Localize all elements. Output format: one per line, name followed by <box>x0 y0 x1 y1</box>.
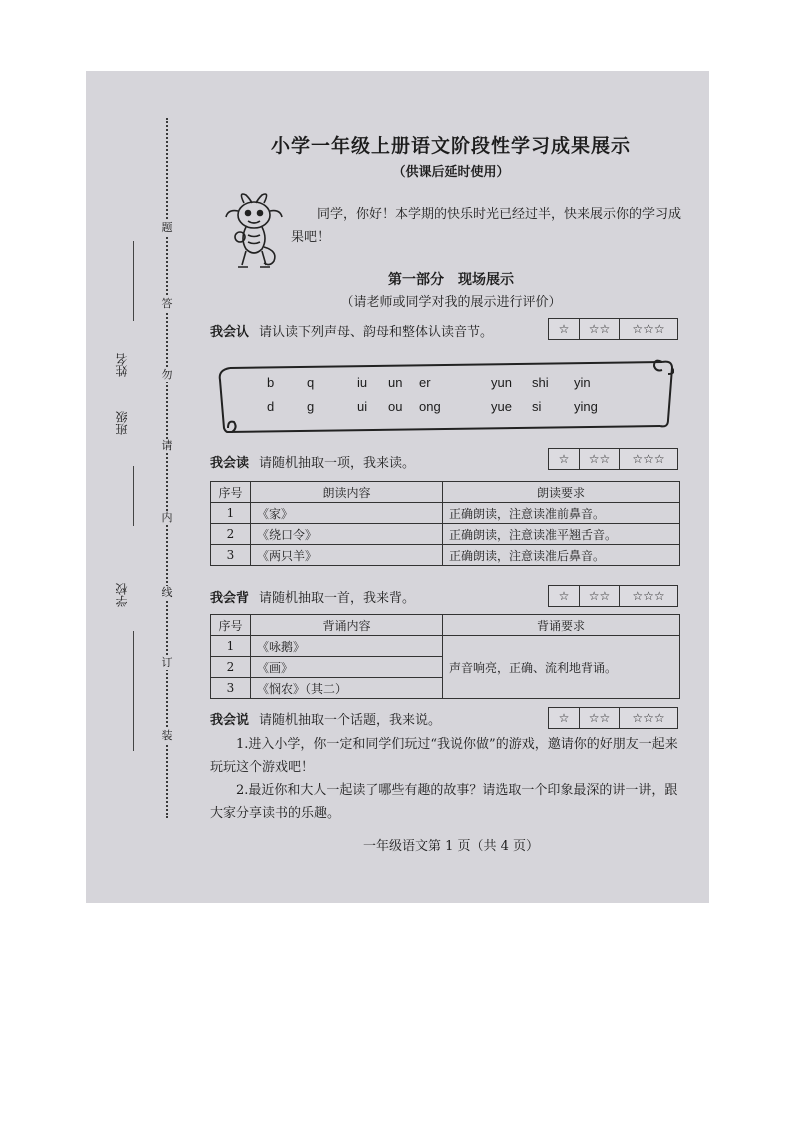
part-one-title: 第一部分 现场展示 <box>388 272 514 288</box>
scroll-frame-icon <box>216 356 674 433</box>
binding-char: 请 <box>161 439 173 452</box>
one-star-option[interactable]: ☆ <box>558 322 570 336</box>
three-star-option[interactable]: ☆☆☆ <box>619 708 677 728</box>
two-star-option[interactable]: ☆☆ <box>579 319 619 339</box>
section-instruction: 请随机抽取一首，我来背。 <box>259 591 416 606</box>
three-star-option[interactable]: ☆☆☆ <box>619 586 677 606</box>
table-cell: 2 <box>211 524 251 545</box>
page-footer: 一年级语文第 1 页（共 4 页） <box>362 839 540 854</box>
syllable: ong <box>419 399 441 414</box>
star-rating-recognize[interactable] <box>548 318 678 340</box>
table-cell: 正确朗读，注意读准后鼻音。 <box>443 545 680 566</box>
table-cell: 《家》 <box>251 503 443 524</box>
syllable: d <box>267 399 275 414</box>
star-rating-recite[interactable] <box>548 585 678 607</box>
syllable-scroll <box>216 356 674 433</box>
syllable: er <box>419 375 431 390</box>
table-cell: 《两只羊》 <box>251 545 443 566</box>
syllable: b <box>267 375 275 390</box>
column-header: 朗读要求 <box>443 482 680 503</box>
school-label: 学校 <box>115 583 129 607</box>
greeting-text: 同学，你好！本学期的快乐时光已经过半，快来展示你的学习成果吧！ <box>291 207 682 245</box>
syllable: si <box>532 399 542 414</box>
binding-char: 勿 <box>161 368 173 381</box>
table-cell: 《画》 <box>251 657 443 678</box>
section-instruction: 请随机抽取一项，我来读。 <box>259 456 416 471</box>
section-tag: 我会背 <box>210 591 250 606</box>
table-cell: 2 <box>211 657 251 678</box>
syllable: un <box>388 375 403 390</box>
syllable: yun <box>491 375 512 390</box>
section-recite-heading <box>210 587 415 606</box>
column-header: 背诵内容 <box>251 615 443 636</box>
table-cell: 1 <box>211 636 251 657</box>
class-label: 班级 <box>115 411 129 435</box>
star-rating-read[interactable] <box>548 448 678 470</box>
table-row <box>211 503 680 524</box>
binding-char: 装 <box>161 729 173 742</box>
syllable: g <box>307 399 315 414</box>
recite-requirement-cell: 声音响亮，正确、流利地背诵。 <box>443 636 680 699</box>
syllable: yue <box>491 399 512 414</box>
syllable: shi <box>532 375 549 390</box>
binding-char: 题 <box>161 221 173 234</box>
two-star-option[interactable]: ☆☆ <box>579 449 619 469</box>
syllable: ying <box>574 399 598 414</box>
table-cell: 《绕口令》 <box>251 524 443 545</box>
class-blank[interactable] <box>133 466 134 526</box>
one-star-option[interactable]: ☆ <box>558 452 570 466</box>
school-blank[interactable] <box>133 631 134 751</box>
section-recognize-heading <box>210 321 493 340</box>
table-cell: 正确朗读，注意读准前鼻音。 <box>443 503 680 524</box>
column-header: 序号 <box>211 615 251 636</box>
table-header-row <box>211 615 680 636</box>
three-star-option[interactable]: ☆☆☆ <box>619 319 677 339</box>
table-row <box>211 545 680 566</box>
talk-topic-1: 1.进入小学，你一定和同学们玩过“我说你做”的游戏，邀请你的好朋友一起来玩玩这个游戏吧！ <box>210 737 678 775</box>
binding-char: 订 <box>161 656 173 669</box>
section-read-heading <box>210 452 415 471</box>
name-blank[interactable] <box>133 241 134 321</box>
syllable: ui <box>357 399 368 414</box>
one-star-option[interactable]: ☆ <box>558 711 570 725</box>
section-tag: 我会说 <box>210 713 250 728</box>
section-instruction: 请认读下列声母、韵母和整体认读音节。 <box>259 325 494 340</box>
three-star-option[interactable]: ☆☆☆ <box>619 449 677 469</box>
read-table <box>210 481 680 566</box>
syllable: ou <box>388 399 403 414</box>
column-header: 背诵要求 <box>443 615 680 636</box>
binding-char: 内 <box>161 511 173 524</box>
page-title: 小学一年级上册语文阶段性学习成果展示 <box>270 135 631 157</box>
section-tag: 我会认 <box>210 325 250 340</box>
table-cell: 1 <box>211 503 251 524</box>
exam-sheet <box>86 71 709 903</box>
column-header: 朗读内容 <box>251 482 443 503</box>
star-rating-talk[interactable] <box>548 707 678 729</box>
name-label: 姓名 <box>115 353 129 377</box>
section-talk-heading <box>210 709 441 728</box>
column-header: 序号 <box>211 482 251 503</box>
table-cell: 3 <box>211 678 251 699</box>
dragon-mascot-icon <box>224 189 284 271</box>
part-one-subtitle: （请老师或同学对我的展示进行评价） <box>340 295 562 310</box>
talk-topic-2: 2.最近你和大人一起读了哪些有趣的故事？请选取一个印象最深的讲一讲，跟大家分享读书的乐趣。 <box>210 783 678 821</box>
two-star-option[interactable]: ☆☆ <box>579 586 619 606</box>
syllable: yin <box>574 375 591 390</box>
syllable: iu <box>357 375 368 390</box>
table-cell: 《悯农》（其二） <box>251 678 443 699</box>
binding-char: 答 <box>161 297 173 310</box>
table-row <box>211 524 680 545</box>
recite-table <box>210 614 680 699</box>
table-row <box>211 636 680 657</box>
table-cell: 《咏鹅》 <box>251 636 443 657</box>
binding-char: 线 <box>161 586 173 599</box>
table-cell: 正确朗读，注意读准平翘舌音。 <box>443 524 680 545</box>
one-star-option[interactable]: ☆ <box>558 589 570 603</box>
syllable: q <box>307 375 315 390</box>
table-cell: 3 <box>211 545 251 566</box>
page-subtitle: （供课后延时使用） <box>392 165 510 180</box>
section-instruction: 请随机抽取一个话题，我来说。 <box>259 713 442 728</box>
two-star-option[interactable]: ☆☆ <box>579 708 619 728</box>
table-header-row <box>211 482 680 503</box>
section-tag: 我会读 <box>210 456 250 471</box>
